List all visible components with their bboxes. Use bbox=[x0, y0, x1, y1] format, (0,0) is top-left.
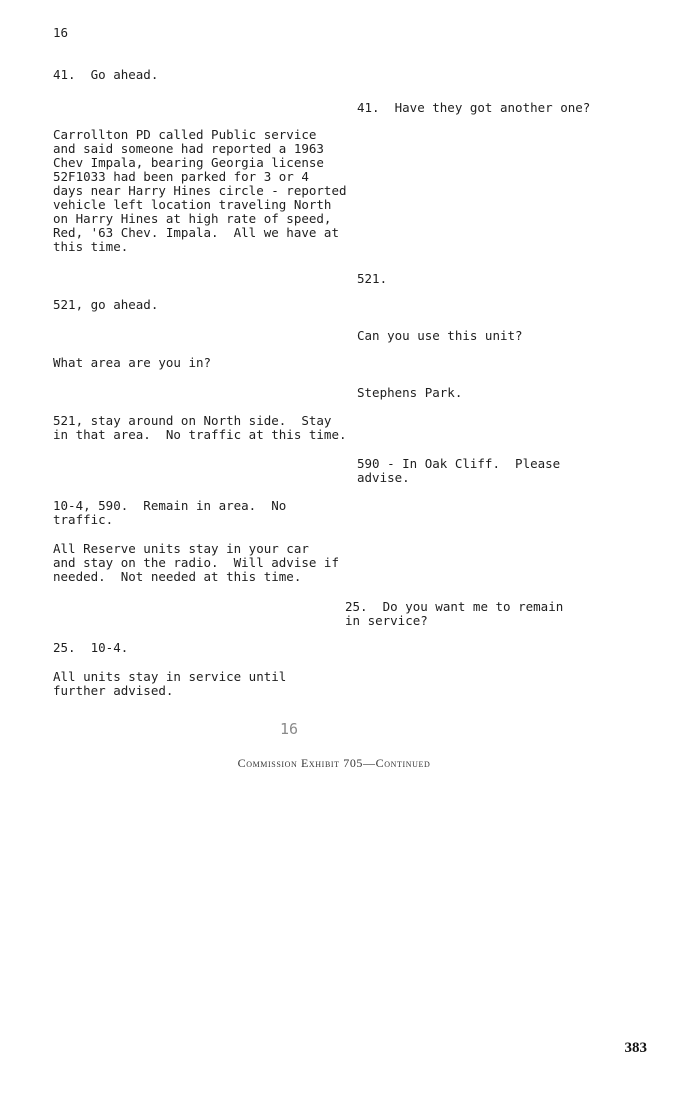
transcript-entry-dispatcher: 25. 10-4. bbox=[53, 640, 129, 655]
transcript-entry-dispatcher: What area are you in? bbox=[53, 355, 212, 370]
transcript-entry-unit: 41. Have they got another one? bbox=[357, 100, 591, 115]
transcript-entry-dispatcher: 10-4, 590. Remain in area. No traffic. bbox=[53, 498, 287, 527]
transcript-entry-unit: 25. Do you want me to remain in service? bbox=[345, 599, 564, 628]
transcript-entry-dispatcher: Carrollton PD called Public service and said someone had reported a 1963 Chev Impala, bearing Georgia license 52F1033 had been parked for 3 or 4 days near Harry Hines circle - reported vehicle left location traveling North on Harry Hines at high rate of speed, Red, '63 Chev. Impala. All we have at this time. bbox=[53, 127, 347, 254]
footer-page-number: 383 bbox=[624, 1040, 647, 1056]
transcript-entry-dispatcher: All Reserve units stay in your car and stay on the radio. Will advise if needed. Not needed at this time. bbox=[53, 541, 339, 584]
transcript-entry-dispatcher: 41. Go ahead. bbox=[53, 67, 159, 82]
transcript-entry-dispatcher: 521, go ahead. bbox=[53, 297, 159, 312]
transcript-entry-unit: Stephens Park. bbox=[357, 385, 463, 400]
page-header-number: 16 bbox=[53, 25, 69, 40]
exhibit-caption: Commission Exhibit 705—Continued bbox=[237, 756, 431, 770]
transcript-entry-unit: Can you use this unit? bbox=[357, 328, 523, 343]
transcript-entry-dispatcher: All units stay in service until further advised. bbox=[53, 669, 287, 698]
centered-page-number: 16 bbox=[279, 720, 299, 738]
transcript-entry-dispatcher: 521, stay around on North side. Stay in that area. No traffic at this time. bbox=[53, 413, 347, 442]
transcript-entry-unit: 590 - In Oak Cliff. Please advise. bbox=[357, 456, 561, 485]
transcript-entry-unit: 521. bbox=[357, 271, 388, 286]
